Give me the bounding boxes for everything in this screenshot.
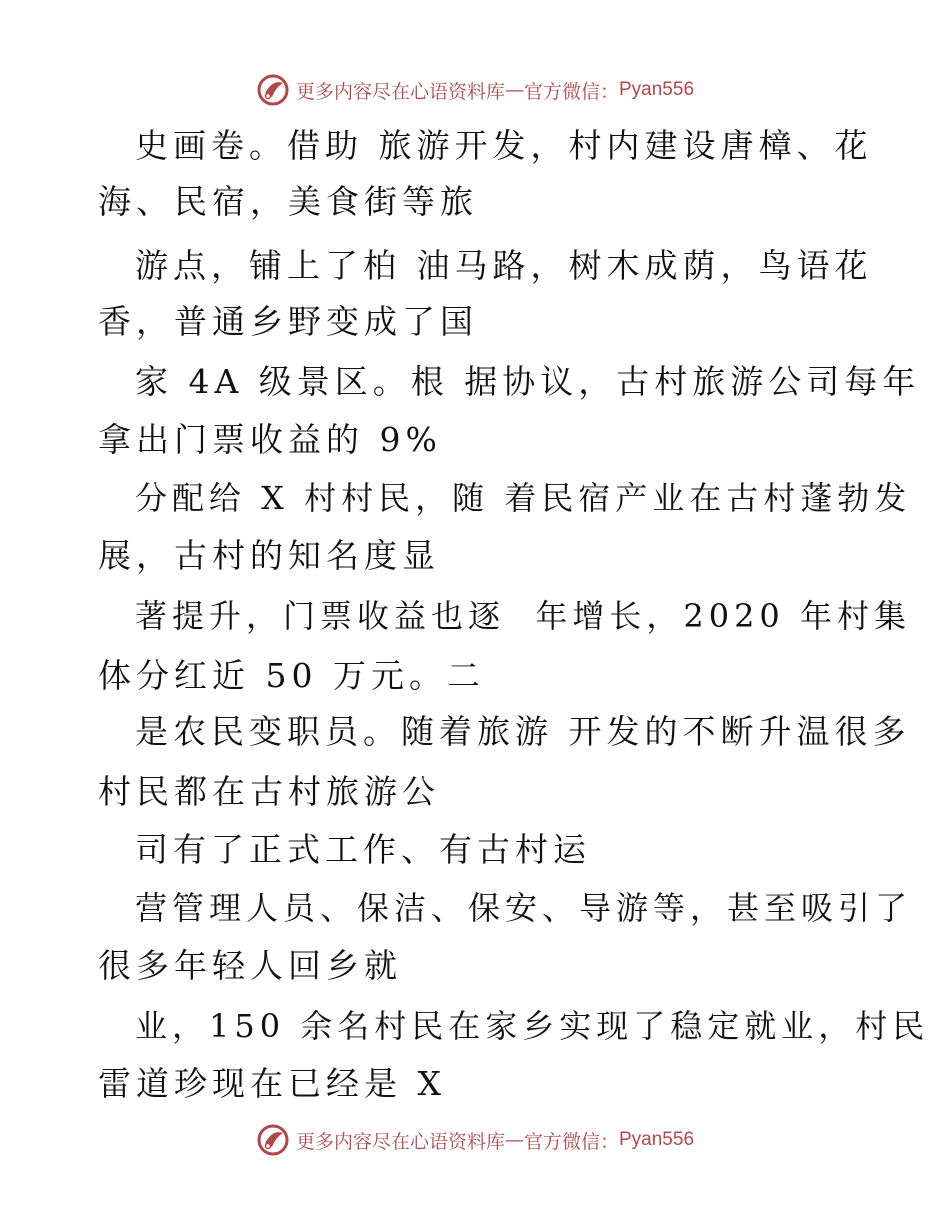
footer-watermark <box>0 1120 950 1160</box>
text-line: 司有了正式工作、有古村运 <box>135 830 591 869</box>
text-line: 香，普通乡野变成了国 <box>98 302 478 341</box>
watermark-suffix: 官方微信： <box>523 1130 619 1153</box>
header-watermark <box>0 70 950 110</box>
text-line: 业，150 余名村民在家乡实现了稳定就业，村民 <box>135 1007 930 1045</box>
watermark-id: Pyan556 <box>619 1129 695 1150</box>
text-line: 史画卷。借助 旅游开发，村内建设唐樟、花 <box>135 126 873 165</box>
text-line: 海、民宿，美食街等旅 <box>98 182 478 221</box>
watermark-suffix: 官方微信： <box>523 80 619 103</box>
text-line: 著提升，门票收益也逐 年增长，2020 年村集 <box>135 597 911 635</box>
watermark-dash: — <box>504 1129 524 1151</box>
logo-icon <box>256 73 290 107</box>
text-line: 拿出门票收益的 9% <box>98 420 442 459</box>
logo-icon <box>256 1123 290 1157</box>
text-line: 游点，铺上了柏 油马路，树木成荫，鸟语花 <box>135 246 873 285</box>
text-line: 营管理人员、保洁、保安、导游等，甚至吸引了 <box>135 889 913 927</box>
text-line: 家 4A 级景区。根 据协议，古村旅游公司每年 <box>135 362 921 401</box>
text-line: 很多年轻人回乡就 <box>98 946 402 985</box>
text-line: 雷道珍现在已经是 X <box>98 1064 446 1103</box>
text-line: 体分红近 50 万元。二 <box>98 656 485 695</box>
watermark-text: 更多内容尽在心语资料库 <box>295 1130 505 1153</box>
text-line: 村民都在古村旅游公 <box>98 772 440 811</box>
text-line: 分配给 X 村村民，随 着民宿产业在古村蓬勃发 <box>135 479 912 517</box>
text-line: 展，古村的知名度显 <box>98 536 440 575</box>
watermark-dash: — <box>504 79 524 101</box>
text-line: 是农民变职员。随着旅游 开发的不断升温很多 <box>135 712 911 751</box>
watermark-text: 更多内容尽在心语资料库 <box>295 80 505 103</box>
watermark-id: Pyan556 <box>619 79 695 100</box>
